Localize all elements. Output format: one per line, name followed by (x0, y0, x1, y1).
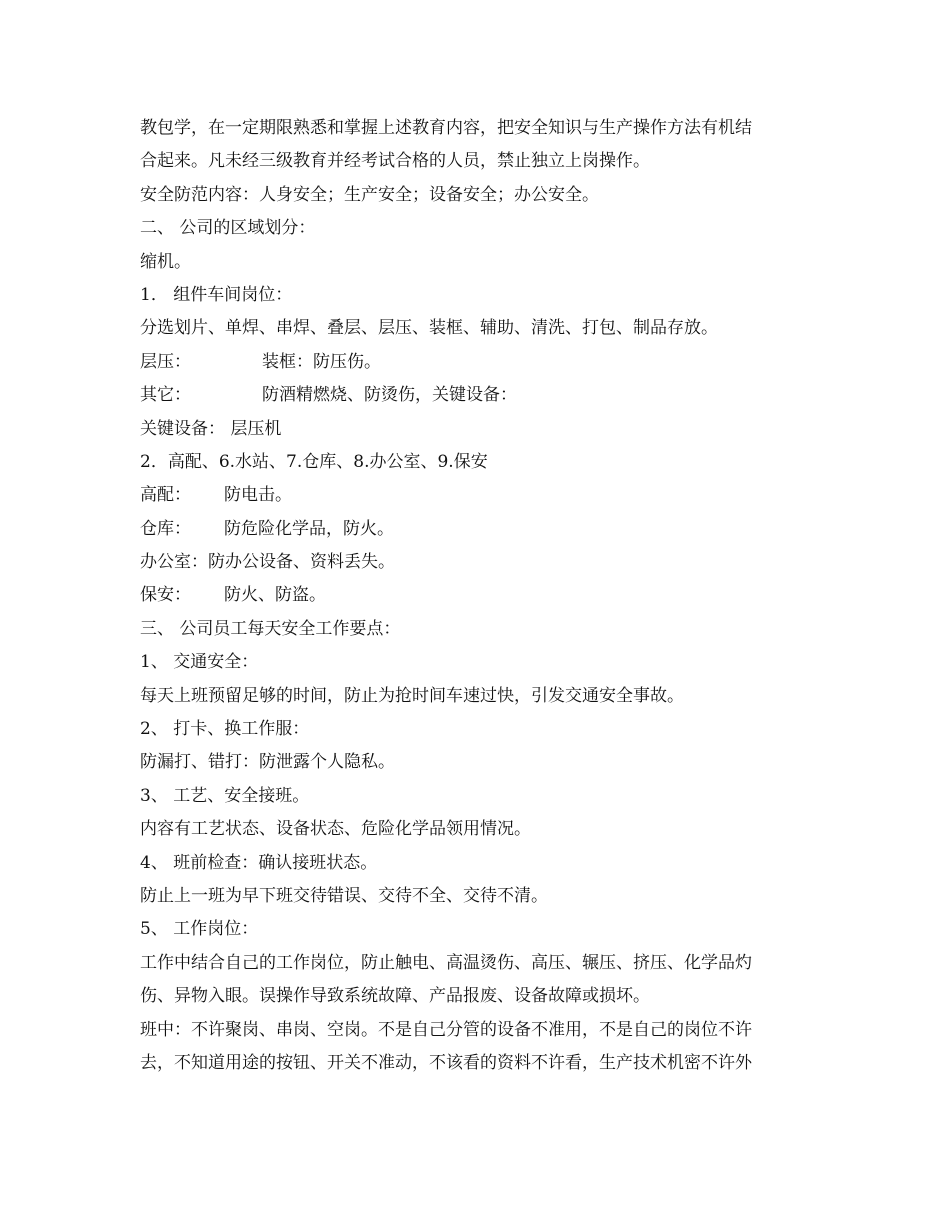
text-line: 班中：不许聚岗、串岗、空岗。不是自己分管的设备不准用，不是自己的岗位不许 (140, 1019, 752, 1040)
text-line: 分选划片、单焊、串焊、叠层、层压、装框、辅助、清洗、打包、制品存放。 (140, 318, 718, 339)
line-value: 防火、防盗。 (224, 585, 326, 606)
text-line: 防漏打、错打：防泄露个人隐私。 (140, 752, 395, 773)
line-label: 高配： (140, 485, 191, 506)
subsection-heading: 1． 组件车间岗位： (140, 284, 293, 305)
line-value: 防危险化学品，防火。 (224, 518, 394, 539)
text-line: 安全防范内容：人身安全；生产安全；设备安全；办公安全。 (140, 184, 599, 205)
text-line: 去，不知道用途的按钮、开关不准动，不该看的资料不许看，生产技术机密不许外 (140, 1052, 752, 1073)
subsection-heading: 3、 工艺、安全接班。 (140, 785, 310, 806)
text-line: 教包学，在一定期限熟悉和掌握上述教育内容，把安全知识与生产操作方法有机结 (140, 118, 752, 138)
text-line: 内容有工艺状态、设备状态、危险化学品领用情况。 (140, 819, 531, 840)
line-label: 层压： (140, 351, 191, 372)
line-label: 其它： (140, 385, 191, 406)
line-value: 装框：防压伤。 (262, 351, 381, 372)
line-value: 防电击。 (224, 485, 292, 506)
labeled-line (140, 479, 820, 512)
subsection-heading: 2．高配、6.水站、7.仓库、8.办公室、9.保安 (140, 451, 488, 472)
text-line: 工作中结合自己的工作岗位，防止触电、高温烫伤、高压、辗压、挤压、化学品灼 (140, 952, 752, 973)
text-line: 办公室：防办公设备、资料丢失。 (140, 552, 395, 573)
labeled-line (140, 379, 820, 412)
text-line: 每天上班预留足够的时间，防止为抢时间车速过快，引发交通安全事故。 (140, 685, 684, 706)
labeled-line (140, 513, 820, 546)
line-label: 保安： (140, 585, 191, 606)
text-line: 缩机。 (140, 251, 191, 272)
section-heading: 三、 公司员工每天安全工作要点： (140, 618, 401, 639)
text-line: 关键设备： 层压机 (140, 418, 282, 439)
labeled-line (140, 346, 820, 379)
subsection-heading: 4、 班前检查：确认接班状态。 (140, 852, 378, 873)
subsection-heading: 1、 交通安全： (140, 652, 259, 673)
section-heading: 二、 公司的区域划分： (140, 218, 316, 239)
labeled-line (140, 579, 820, 612)
line-value: 防酒精燃烧、防烫伤，关键设备： (262, 385, 517, 406)
line-label: 仓库： (140, 518, 191, 539)
text-line: 防止上一班为早下班交待错误、交待不全、交待不清。 (140, 885, 548, 906)
document-body (140, 112, 820, 1080)
subsection-heading: 2、 打卡、换工作服： (140, 719, 310, 740)
subsection-heading: 5、 工作岗位： (140, 919, 259, 940)
text-line: 伤、异物入眼。误操作导致系统故障、产品报废、设备故障或损坏。 (140, 986, 650, 1007)
text-line: 合起来。凡未经三级教育并经考试合格的人员，禁止独立上岗操作。 (140, 151, 650, 172)
